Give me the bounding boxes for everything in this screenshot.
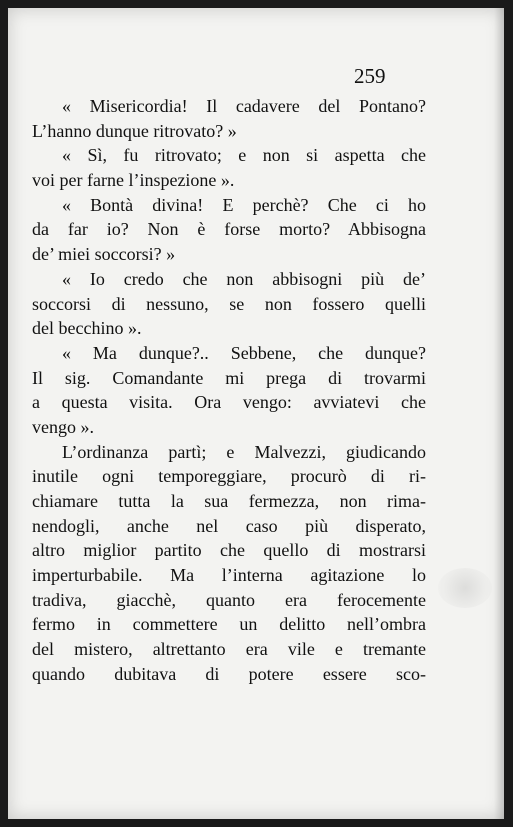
text-line: chiamare tutta la sua fermezza, non rima- — [32, 491, 426, 511]
text-line: altro miglior partito che quello di mostrarsi — [32, 540, 426, 561]
text-line: « Bontà divina! E perchè? Che ci ho — [62, 194, 426, 215]
text-line: tradiva, giacchè, quanto era ferocemente — [32, 589, 426, 610]
paper-stain — [438, 568, 492, 608]
text-line: inutile ogni temporeggiare, procurò di ri- — [32, 466, 426, 487]
text-line: vengo ». — [32, 416, 94, 437]
text-line: nendogli, anche nel caso più disperato, — [32, 515, 426, 536]
text-line: « Misericordia! Il cadavere del Pontano? — [62, 96, 426, 116]
text-line: L’ordinanza partì; e Malvezzi, giudicando — [62, 441, 426, 462]
text-line: imperturbabile. Ma l’interna agitazione lo — [32, 565, 426, 586]
body-text — [32, 94, 426, 687]
page-edge-shadow — [494, 8, 504, 819]
text-line: soccorsi di nessuno, se non fossero quelli — [32, 293, 426, 314]
text-line: « Ma dunque?.. Sebbene, che dunque? — [62, 342, 426, 363]
page-number: 259 — [354, 64, 386, 88]
text-line: da far io? Non è forse morto? Abbisogna — [32, 219, 426, 240]
text-line: « Sì, fu ritrovato; e non si aspetta che — [62, 145, 426, 166]
text-line: del becchino ». — [32, 318, 142, 339]
text-line: quando dubitava di potere essere sco- — [32, 663, 426, 684]
text-line: « Io credo che non abbisogni più de’ — [62, 268, 426, 289]
text-line: L’hanno dunque ritrovato? » — [32, 120, 237, 141]
text-line: de’ miei soccorsi? » — [32, 244, 176, 265]
text-line: fermo in commettere un delitto nell’ombra — [32, 614, 426, 635]
text-line: a questa visita. Ora vengo: avviatevi che — [32, 392, 426, 413]
book-page — [8, 8, 504, 819]
text-line: voi per farne l’inspezione ». — [32, 170, 235, 191]
text-line: del mistero, altrettanto era vile e tremante — [32, 639, 426, 660]
text-line: Il sig. Comandante mi prega di trovarmi — [32, 367, 426, 388]
